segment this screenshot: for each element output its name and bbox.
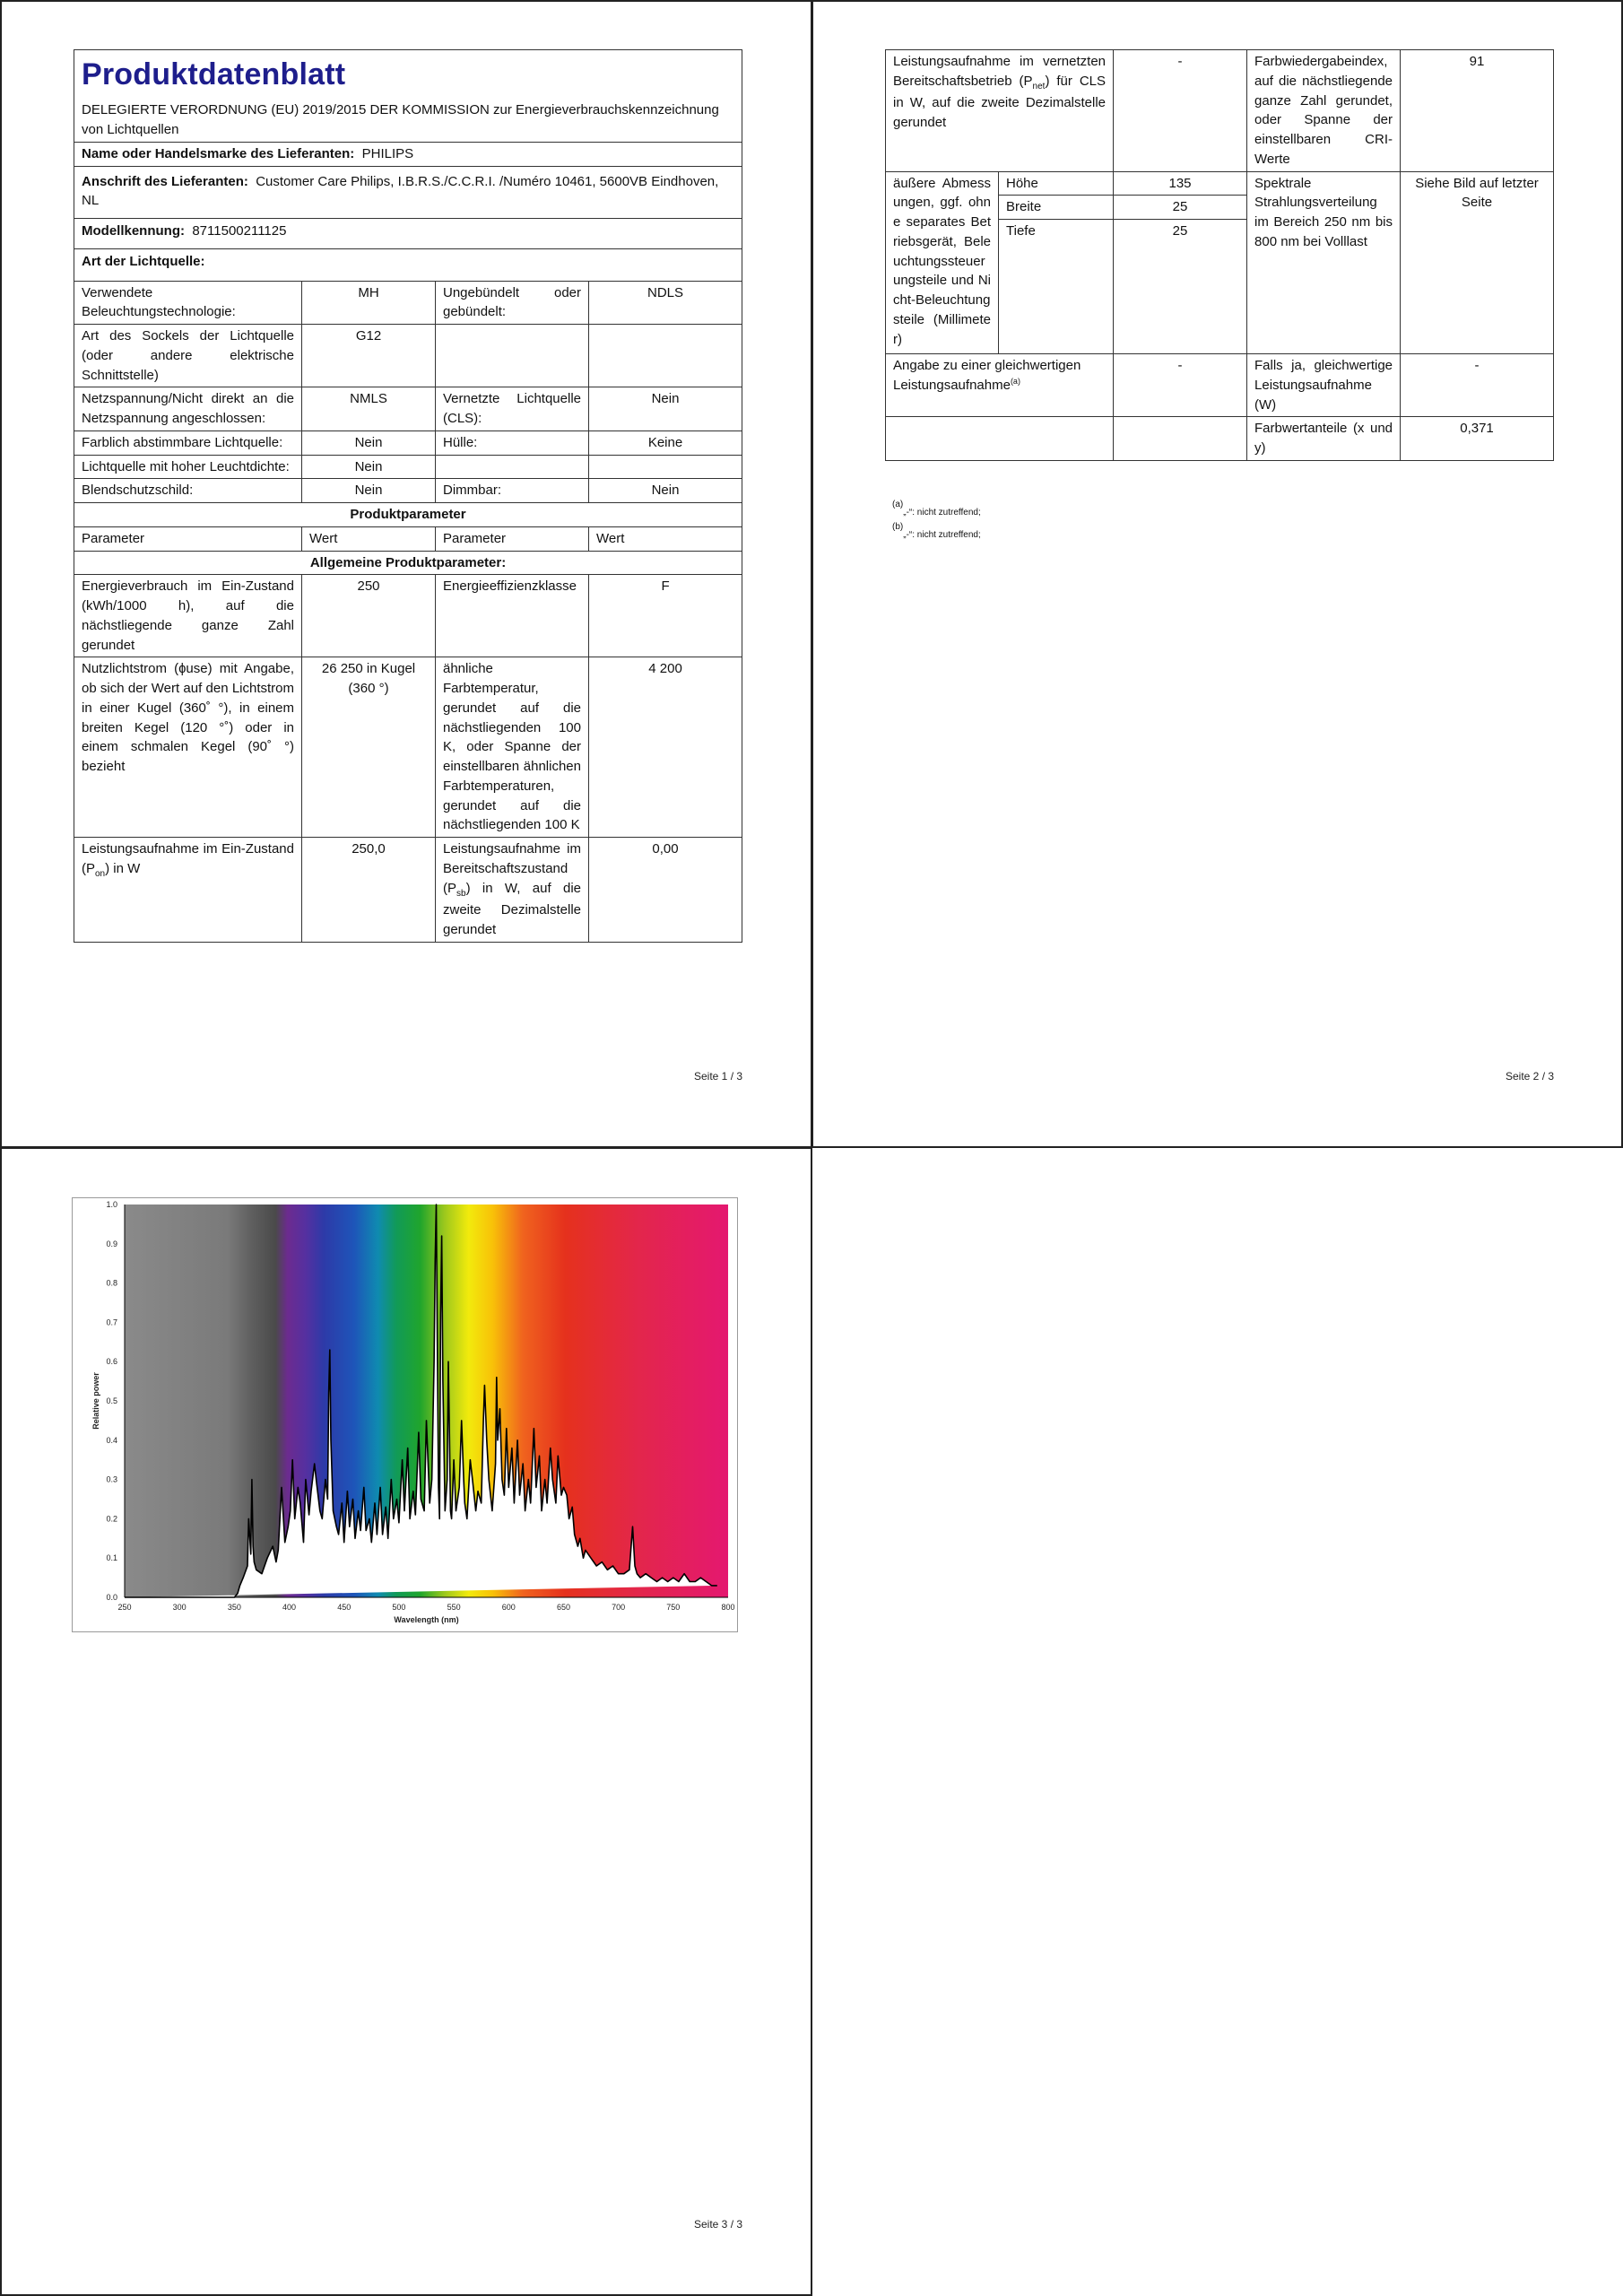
- y-tick-label: 0.3: [106, 1474, 117, 1484]
- equivalent-power-label: Angabe zu einer gleichwertigen Leistungsaufnahme$^{(a)}$: [886, 354, 1114, 417]
- supplier-name-label: Name oder Handelsmarke des Lieferanten:: [82, 145, 355, 161]
- footnotes: [892, 498, 981, 543]
- page-number: Seite 2 / 3: [1506, 1070, 1555, 1083]
- networked-standby-label: Leistungsaufnahme im vernetzten Bereitschaftsbetrieb $(P_{net})$ für CLS in W, auf die zweite Dezimalstelle gerundet: [886, 50, 1114, 172]
- y-tick-label: 0.0: [106, 1593, 117, 1602]
- tech-label: Verwendete Beleuchtungstechnologie:: [74, 281, 302, 325]
- power-standby-value: 0,00: [589, 838, 742, 943]
- cri-value: 91: [1401, 50, 1554, 172]
- x-tick-label: 600: [501, 1603, 516, 1612]
- general-params-heading: Allgemeine Produktparameter:: [74, 551, 742, 575]
- tunable-label: Farblich abstimmbare Lichtquelle:: [74, 430, 302, 455]
- model-id: 8711500211125: [192, 223, 287, 239]
- luminous-flux-value: 26 250 in Kugel (360 °): [302, 657, 436, 838]
- mains-value: NMLS: [302, 387, 436, 431]
- x-tick-label: 650: [556, 1603, 570, 1612]
- page-title: Produktdatenblatt: [82, 57, 346, 91]
- power-on-label: Leistungsaufnahme im Ein-Zustand $(P_{on})$ in W: [74, 838, 302, 943]
- x-tick-label: 300: [172, 1603, 187, 1612]
- mains-label: Netzspannung/Nicht direkt an die Netzspannung angeschlossen:: [74, 387, 302, 431]
- empty-cell: [589, 455, 742, 479]
- y-tick-label: 0.8: [106, 1278, 117, 1288]
- x-axis-label: Wavelength (nm): [394, 1615, 459, 1624]
- cri-label: Farbwiedergabeindex, auf die nächstliegende ganze Zahl gerundet, oder Spanne der einstellbaren CRI-Werte: [1247, 50, 1401, 172]
- dimmable-value: Nein: [589, 479, 742, 503]
- width-value: 25: [1114, 196, 1247, 220]
- footnote-b: $^{(b)}_{„-“: nicht zutreffend;}$: [892, 521, 981, 540]
- height-label: Höhe: [999, 171, 1114, 196]
- tech-value: MH: [302, 281, 436, 325]
- spectral-power-chart: [72, 1197, 738, 1632]
- dimmable-label: Dimmbar:: [436, 479, 589, 503]
- x-tick-label: 250: [117, 1603, 132, 1612]
- light-source-type-heading: Art der Lichtquelle:: [74, 248, 742, 281]
- networked-standby-value: -: [1114, 50, 1247, 172]
- model-label: Modellkennung:: [82, 223, 185, 239]
- y-tick-labels: [106, 1200, 117, 1602]
- page-1: [0, 0, 812, 1148]
- empty-cell: [1114, 417, 1247, 461]
- supplier-address-row: [74, 166, 742, 219]
- chromaticity-value: 0,371: [1401, 417, 1554, 461]
- power-on-value: 250,0: [302, 838, 436, 943]
- energy-class-label: Energieeffizienzklasse: [436, 575, 589, 657]
- x-tick-label: 750: [666, 1603, 681, 1612]
- y-tick-label: 0.4: [106, 1435, 117, 1445]
- supplier-name: PHILIPS: [361, 145, 414, 161]
- col-parameter-2: Parameter: [436, 526, 589, 551]
- product-datasheet-table: [74, 49, 742, 943]
- empty-cell: [436, 455, 589, 479]
- undirected-value: NDLS: [589, 281, 742, 325]
- depth-value: 25: [1114, 220, 1247, 354]
- spectral-power-svg: [73, 1198, 739, 1633]
- luminous-flux-label: Nutzlichtstrom (ɸuse) mit Angabe, ob sich der Wert auf den Lichtstrom in einer Kugel (360˚ °), in einem breiten Kegel (120 °˚) oder in einem schmalen Kegel (90˚ °) bezieht: [74, 657, 302, 838]
- empty-cell: [886, 417, 1114, 461]
- col-parameter-1: Parameter: [74, 526, 302, 551]
- supplier-address-label: Anschrift des Lieferanten:: [82, 173, 248, 189]
- page-number: Seite 1 / 3: [694, 1070, 743, 1083]
- depth-label: Tiefe: [999, 220, 1114, 354]
- energy-class-value: F: [589, 575, 742, 657]
- power-standby-label: Leistungsaufnahme im Bereitschaftszustand $(P_{sb})$ in W, auf die zweite Dezimalstelle gerundet: [436, 838, 589, 943]
- page-number: Seite 3 / 3: [694, 2218, 743, 2231]
- cls-value: Nein: [589, 387, 742, 431]
- col-value-2: Wert: [589, 526, 742, 551]
- cap-value: G12: [302, 325, 436, 387]
- energy-consumption-value: 250: [302, 575, 436, 657]
- high-luminance-label: Lichtquelle mit hoher Leuchtdichte:: [74, 455, 302, 479]
- empty-cell: [589, 325, 742, 387]
- x-tick-label: 450: [337, 1603, 352, 1612]
- cls-label: Vernetzte Lichtquelle (CLS):: [436, 387, 589, 431]
- x-tick-label: 400: [282, 1603, 297, 1612]
- equivalent-power-yes-value: -: [1401, 354, 1554, 417]
- x-tick-label: 800: [721, 1603, 735, 1612]
- empty-cell: [436, 325, 589, 387]
- undirected-label: Ungebündelt oder gebündelt:: [436, 281, 589, 325]
- product-datasheet-table-continued: [885, 49, 1554, 461]
- tunable-value: Nein: [302, 430, 436, 455]
- envelope-label: Hülle:: [436, 430, 589, 455]
- y-tick-label: 1.0: [106, 1200, 117, 1209]
- shield-label: Blendschutzschild:: [74, 479, 302, 503]
- y-tick-label: 0.2: [106, 1514, 117, 1524]
- supplier-name-row: [74, 142, 742, 166]
- y-tick-label: 0.1: [106, 1553, 117, 1563]
- cct-value: 4 200: [589, 657, 742, 838]
- x-tick-label: 700: [612, 1603, 626, 1612]
- x-tick-label: 550: [447, 1603, 461, 1612]
- spectral-distribution-label: Spektrale Strahlungsverteilung im Bereich 250 nm bis 800 nm bei Volllast: [1247, 171, 1401, 354]
- equivalent-power-value: -: [1114, 354, 1247, 417]
- supplier-address: Customer Care Philips, I.B.R.S./C.C.R.I. /Numéro 10461, 5600VB Eindhoven, NL: [82, 173, 719, 209]
- spectral-distribution-value: Siehe Bild auf letzter Seite: [1401, 171, 1554, 354]
- y-axis-label: Relative power: [91, 1372, 100, 1430]
- y-tick-label: 0.9: [106, 1239, 117, 1248]
- model-row: [74, 219, 742, 249]
- y-tick-label: 0.6: [106, 1357, 117, 1367]
- energy-consumption-label: Energieverbrauch im Ein-Zustand (kWh/1000 h), auf die nächstliegende ganze Zahl gerundet: [74, 575, 302, 657]
- equivalent-power-yes-label: Falls ja, gleichwertige Leistungsaufnahme (W): [1247, 354, 1401, 417]
- shield-value: Nein: [302, 479, 436, 503]
- x-tick-label: 500: [392, 1603, 406, 1612]
- footnote-a: $^{(a)}_{„-“: nicht zutreffend;}$: [892, 500, 981, 517]
- envelope-value: Keine: [589, 430, 742, 455]
- dimensions-label: äußere Abmessungen, ggf. ohne separates Betriebsgerät, Beleuchtungssteuerungsteile und Nicht-Beleuchtungsteile (Millimeter): [886, 171, 999, 354]
- page-2: [812, 0, 1623, 1148]
- regulation-subtitle: DELEGIERTE VERORDNUNG (EU) 2019/2015 DER KOMMISSION zur Energieverbrauchskennzeichnung von Lichtquellen: [82, 102, 719, 138]
- high-luminance-value: Nein: [302, 455, 436, 479]
- x-tick-labels: [117, 1603, 734, 1612]
- cct-label: ähnliche Farbtemperatur, gerundet auf die nächstliegenden 100 K, oder Spanne der einstellbaren ähnlichen Farbtemperaturen, gerundet auf die nächstliegenden 100 K: [436, 657, 589, 838]
- height-value: 135: [1114, 171, 1247, 196]
- col-value-1: Wert: [302, 526, 436, 551]
- x-tick-label: 350: [227, 1603, 241, 1612]
- y-tick-label: 0.5: [106, 1396, 117, 1405]
- y-tick-label: 0.7: [106, 1318, 117, 1327]
- cap-label: Art des Sockels der Lichtquelle (oder andere elektrische Schnittstelle): [74, 325, 302, 387]
- product-params-heading: Produktparameter: [74, 503, 742, 527]
- chromaticity-label: Farbwertanteile (x und y): [1247, 417, 1401, 461]
- width-label: Breite: [999, 196, 1114, 220]
